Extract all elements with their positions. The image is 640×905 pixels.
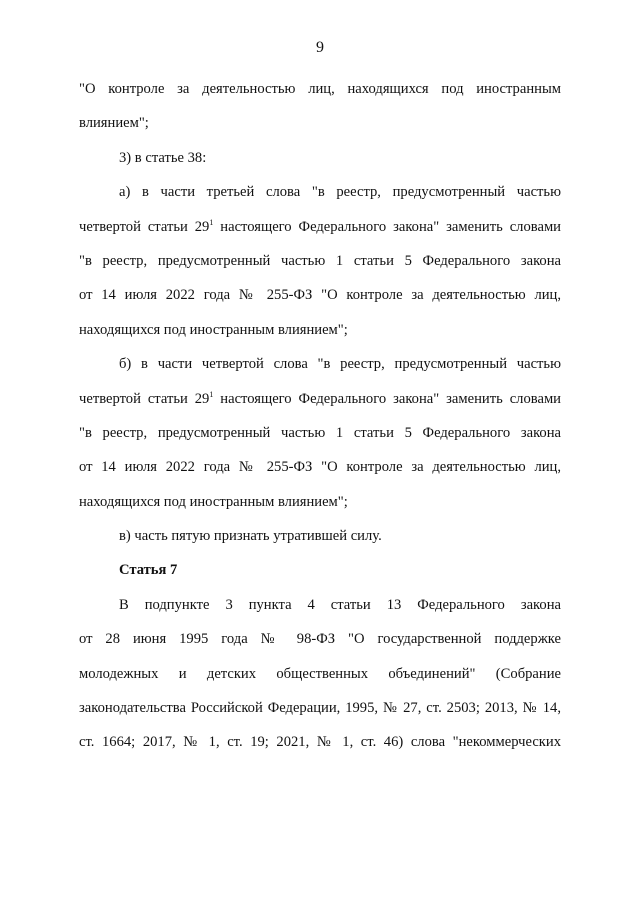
- text-line: от 28 июня 1995 года № 98-ФЗ "О государственной поддержке: [79, 631, 561, 648]
- text-line: В подпункте 3 пункта 4 статьи 13 Федерального закона: [119, 596, 561, 613]
- text-span: четвертой статьи 29: [79, 390, 210, 407]
- text-line: влиянием";: [79, 115, 149, 132]
- text-line: "в реестр, предусмотренный частью 1 статьи 5 Федерального закона: [79, 252, 561, 269]
- text-span: настоящего Федерального закона" заменить словами: [213, 390, 561, 407]
- text-line: законодательства Российской Федерации, 1995, № 27, ст. 2503; 2013, № 14,: [79, 700, 561, 717]
- text-line: ст. 1664; 2017, № 1, ст. 19; 2021, № 1, ст. 46) слова "некоммерческих: [79, 734, 561, 751]
- superscript: 1: [209, 389, 214, 399]
- text-line: от 14 июля 2022 года № 255-ФЗ "О контроле за деятельностью лиц,: [79, 287, 561, 304]
- text-line: от 14 июля 2022 года № 255-ФЗ "О контроле за деятельностью лиц,: [79, 459, 561, 476]
- text-line: в) часть пятую признать утратившей силу.: [119, 528, 382, 545]
- text-line: "О контроле за деятельностью лиц, находящихся под иностранным: [79, 81, 561, 97]
- text-line: молодежных и детских общественных объединений" (Собрание: [79, 665, 561, 682]
- text-line: б) в части четвертой слова "в реестр, предусмотренный частью: [119, 356, 561, 373]
- superscript: 1: [209, 217, 214, 227]
- page-number: 9: [316, 39, 324, 56]
- text-span: четвертой статьи 29: [79, 218, 210, 235]
- text-span: настоящего Федерального закона" заменить словами: [213, 218, 561, 235]
- article-heading: Статья 7: [119, 562, 178, 579]
- list-item-heading: 3) в статье 38:: [119, 149, 207, 166]
- text-line: "в реестр, предусмотренный частью 1 статьи 5 Федерального закона: [79, 424, 561, 441]
- text-line: находящихся под иностранным влиянием";: [79, 321, 348, 338]
- text-line: [79, 210, 561, 244]
- text-line: находящихся под иностранным влиянием";: [79, 493, 348, 510]
- document-body: [79, 72, 561, 760]
- text-line: а) в части третьей слова "в реестр, предусмотренный частью: [119, 184, 561, 201]
- text-line: [79, 382, 561, 416]
